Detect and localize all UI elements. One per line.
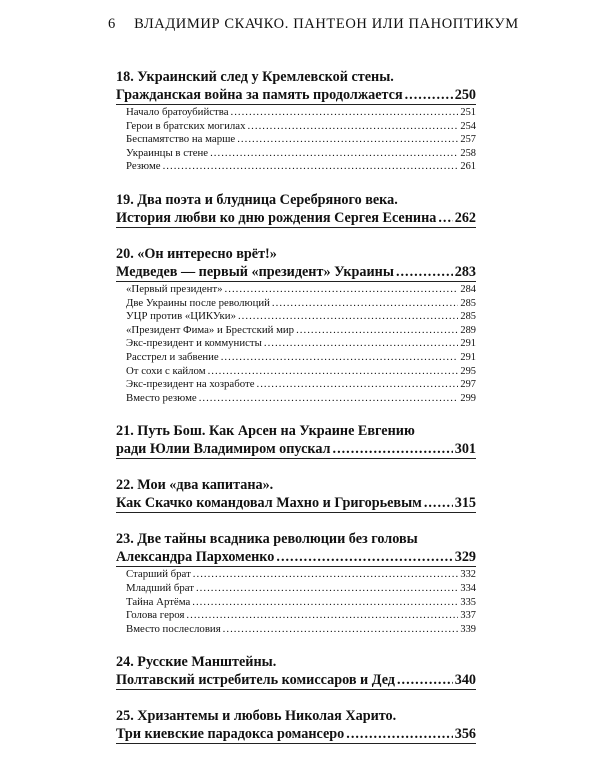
dot-leader <box>276 548 452 566</box>
chapter-title-line1: 19. Два поэта и блудница Серебряного века. <box>116 191 398 208</box>
running-head <box>108 16 519 33</box>
subsection-title: УЦР против «ЦИКУки» <box>126 310 236 323</box>
toc-chapter <box>116 530 476 636</box>
toc-chapter <box>116 68 476 174</box>
chapter-title-text: Медведев — первый «президент» Украины <box>116 263 394 280</box>
chapter-page-number: 329 <box>454 549 476 566</box>
dot-leader <box>225 283 459 297</box>
toc-subsection <box>116 310 476 324</box>
table-of-contents <box>116 68 476 761</box>
toc-chapter <box>116 707 476 744</box>
subsection-page-number: 335 <box>460 596 476 608</box>
subsection-title: Вместо резюме <box>126 391 197 404</box>
dot-leader <box>196 582 458 596</box>
chapter-title-line2 <box>116 440 476 458</box>
subsection-title: Голова героя <box>126 609 185 622</box>
subsection-title: «Президент Фима» и Брестский мир <box>126 323 295 336</box>
subsection-title: Старший брат <box>126 568 191 581</box>
chapter-underline <box>116 227 476 228</box>
subsection-title: Тайна Артёма <box>126 595 191 608</box>
dot-leader <box>192 596 458 610</box>
subsection-title: Резюме <box>126 160 161 173</box>
chapter-underline <box>116 281 476 282</box>
subsection-title: Экс-президент на хозработе <box>126 378 255 391</box>
dot-leader <box>296 324 458 338</box>
dot-leader <box>247 120 458 134</box>
subsection-title: Экс-президент и коммунисты <box>126 337 262 350</box>
subsection-page-number: 334 <box>460 582 476 594</box>
dot-leader <box>208 365 459 379</box>
subsection-title: Украинцы в стене <box>126 146 209 159</box>
dot-leader <box>257 378 459 392</box>
chapter-page-number: 315 <box>454 495 476 512</box>
chapter-page-number: 250 <box>454 87 476 103</box>
subsection-page-number: 251 <box>460 107 476 118</box>
dot-leader <box>193 568 459 582</box>
subsection-title: Расстрел и забвение <box>126 350 219 363</box>
toc-subsection <box>116 623 476 637</box>
subsection-page-number: 337 <box>460 610 476 622</box>
chapter-title-text: Полтавский истребитель комиссаров и Дед <box>116 672 395 689</box>
chapter-page-number: 340 <box>454 672 476 689</box>
toc-chapter <box>116 422 476 459</box>
subsection-title: Две Украины после революций <box>126 296 270 309</box>
chapter-underline <box>116 566 476 567</box>
toc-subsection <box>116 106 476 120</box>
chapter-title-line1: 20. «Он интересно врёт!» <box>116 245 277 262</box>
dot-leader <box>264 337 459 351</box>
dot-leader <box>231 106 459 120</box>
subsection-page-number: 339 <box>460 623 476 635</box>
subsection-title: Младший брат <box>126 581 194 594</box>
chapter-title-line2 <box>116 671 476 689</box>
dot-leader <box>333 440 453 458</box>
subsection-page-number: 289 <box>460 324 476 336</box>
subsection-page-number: 291 <box>460 338 476 350</box>
subsection-page-number: 257 <box>460 134 476 146</box>
dot-leader <box>238 310 458 324</box>
subsection-page-number: 295 <box>460 365 476 377</box>
toc-subsection <box>116 609 476 623</box>
dot-leader <box>237 133 458 147</box>
subsection-page-number: 284 <box>460 283 476 295</box>
toc-subsection <box>116 351 476 365</box>
chapter-title-line1: 18. Украинский след у Кремлевской стены. <box>116 69 394 85</box>
dot-leader <box>396 263 453 281</box>
chapter-title-line2 <box>116 209 476 227</box>
subsection-title: Беспамятство на марше <box>126 133 236 146</box>
subsection-page-number: 291 <box>460 351 476 363</box>
dot-leader <box>272 297 458 311</box>
subsection-page-number: 285 <box>460 297 476 309</box>
chapter-title-line2 <box>116 725 476 743</box>
toc-subsection <box>116 283 476 297</box>
chapter-title-line2 <box>116 263 476 281</box>
chapter-underline <box>116 104 476 105</box>
chapter-title-text: Гражданская война за память продолжается <box>116 87 403 103</box>
subsection-page-number: 299 <box>460 392 476 404</box>
chapter-title-text: История любви ко дню рождения Сергея Есенина <box>116 209 437 226</box>
dot-leader <box>438 209 452 227</box>
toc-subsection <box>116 392 476 406</box>
toc-subsection <box>116 337 476 351</box>
dot-leader <box>397 671 453 689</box>
subsection-page-number: 285 <box>460 311 476 323</box>
chapter-title-line1: 22. Мои «два капитана». <box>116 477 274 494</box>
subsection-title: «Первый президент» <box>126 282 223 295</box>
toc-chapter <box>116 245 476 405</box>
chapter-title-line2 <box>116 548 476 566</box>
toc-chapter <box>116 653 476 690</box>
dot-leader <box>199 392 459 406</box>
toc-subsection <box>116 596 476 610</box>
chapter-page-number: 262 <box>454 209 476 226</box>
subsection-title: Герои в братских могилах <box>126 119 246 132</box>
subsection-title: Вместо послесловия <box>126 622 221 635</box>
subsection-page-number: 297 <box>460 379 476 391</box>
dot-leader <box>221 351 459 365</box>
chapter-title-line2 <box>116 494 476 512</box>
toc-subsection <box>116 378 476 392</box>
dot-leader <box>424 494 453 512</box>
toc-subsection <box>116 147 476 161</box>
dot-leader <box>163 160 459 174</box>
chapter-title-line1: 23. Две тайны всадника революции без головы <box>116 531 418 548</box>
page-number: 6 <box>108 16 116 32</box>
chapter-underline <box>116 458 476 459</box>
subsection-title: Начало братоубийства <box>126 106 229 118</box>
chapter-title-line2 <box>116 86 476 104</box>
subsection-page-number: 258 <box>460 147 476 159</box>
subsection-title: От сохи с кайлом <box>126 364 206 377</box>
toc-subsection <box>116 297 476 311</box>
subsection-page-number: 261 <box>460 161 476 173</box>
chapter-underline <box>116 743 476 744</box>
chapter-title-line1: 25. Хризантемы и любовь Николая Харито. <box>116 708 397 725</box>
toc-subsection <box>116 133 476 147</box>
dot-leader <box>346 725 452 743</box>
chapter-page-number: 283 <box>454 263 476 280</box>
toc-subsection <box>116 568 476 582</box>
dot-leader <box>186 609 458 623</box>
toc-chapter <box>116 191 476 228</box>
chapter-page-number: 301 <box>454 441 476 458</box>
chapter-page-number: 356 <box>454 726 476 743</box>
chapter-title-line1: 24. Русские Манштейны. <box>116 654 277 671</box>
chapter-title-text: Как Скачко командовал Махно и Григорьевым <box>116 495 422 512</box>
chapter-underline <box>116 512 476 513</box>
chapter-title-text: Александра Пархоменко <box>116 549 275 566</box>
chapter-title-text: ради Юлии Владимиром опускал <box>116 441 331 458</box>
subsection-page-number: 332 <box>460 569 476 581</box>
subsection-page-number: 254 <box>460 120 476 132</box>
chapter-title-text: Три киевские парадокса романсеро <box>116 726 345 743</box>
dot-leader <box>405 86 453 104</box>
chapter-title-line1: 21. Путь Бош. Как Арсен на Украине Евгению <box>116 423 415 440</box>
toc-subsection <box>116 582 476 596</box>
toc-subsection <box>116 365 476 379</box>
dot-leader <box>223 623 459 637</box>
running-head-text: ВЛАДИМИР СКАЧКО. ПАНТЕОН ИЛИ ПАНОПТИКУМ <box>134 16 519 32</box>
toc-subsection <box>116 160 476 174</box>
chapter-underline <box>116 689 476 690</box>
toc-subsection <box>116 120 476 134</box>
toc-subsection <box>116 324 476 338</box>
dot-leader <box>210 147 458 161</box>
toc-chapter <box>116 476 476 513</box>
